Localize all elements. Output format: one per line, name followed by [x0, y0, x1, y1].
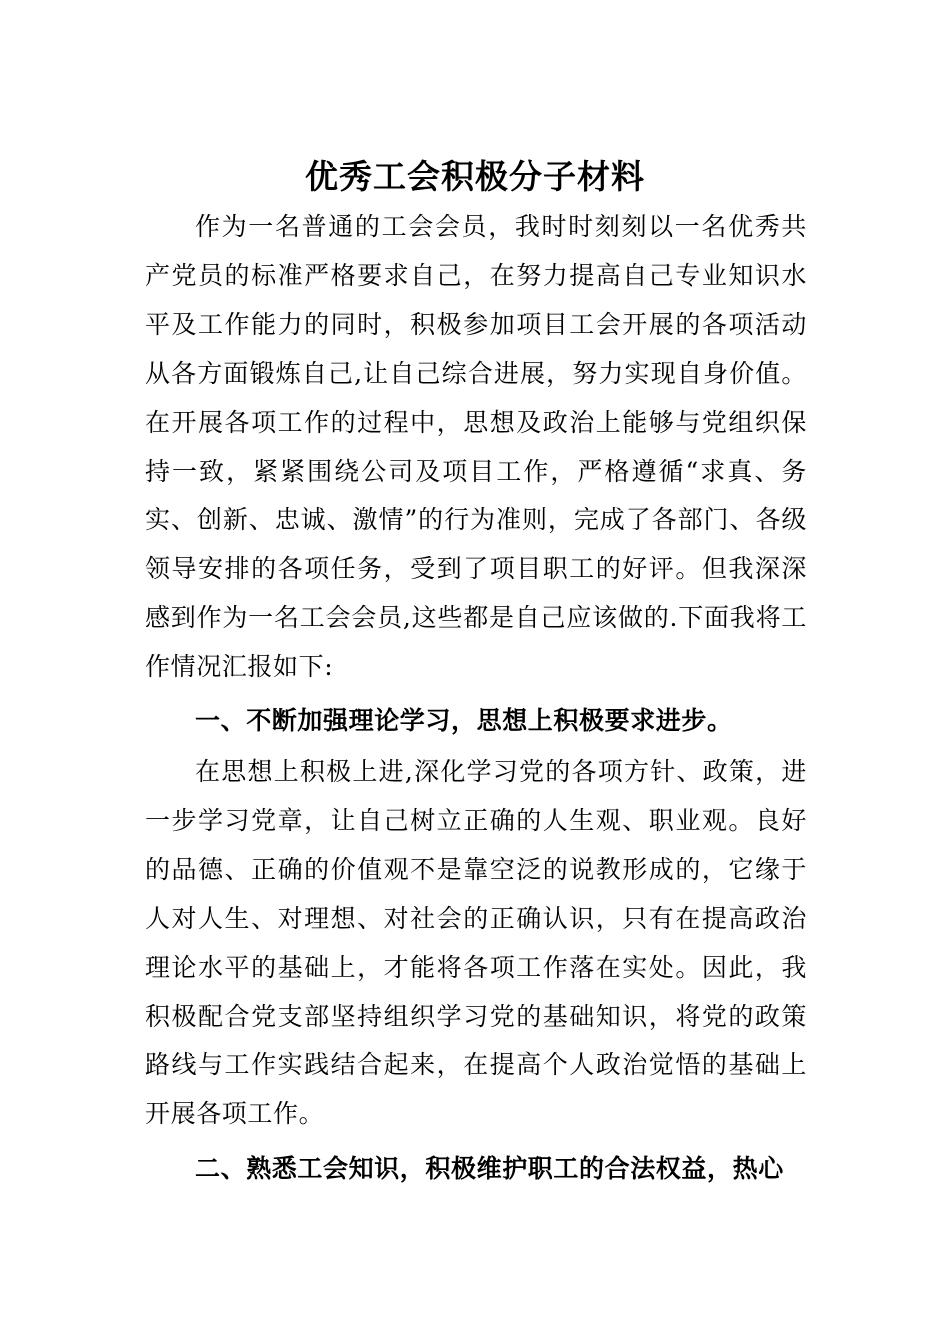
section-heading-1: 一、不断加强理论学习，思想上积极要求进步。 [195, 706, 733, 735]
paragraph-section-1: 在思想上积极上进,深化学习党的各项方针、政策，进一步学习党章，让自己树立正确的人生观、职业观。良好的品德、正确的价值观不是靠空泛的说教形成的，它缘于人对人生、对理想、对社会的正确认识，只有在提高政治理论水平的基础上，才能将各项工作落在实处。因此，我积极配合党支部坚持组织学习党的基础知识，将党的政策路线与工作实践结合起来，在提高个人政治觉悟的基础上开展各项工作。 [145, 757, 807, 1129]
paragraph-intro: 作为一名普通的工会会员，我时时刻刻以一名优秀共产党员的标准严格要求自己，在努力提高自己专业知识水平及工作能力的同时，积极参加项目工会开展的各项活动从各方面锻炼自己,让自己综合进展，努力实现自身价值。在开展各项工作的过程中，思想及政治上能够与党组织保持一致，紧紧围绕公司及项目工作，严格遵循“求真、务实、创新、忠诚、激情”的行为准则，完成了各部门、各级领导安排的各项任务，受到了项目职工的好评。但我深深感到作为一名工会会员,这些都是自己应该做的.下面我将工作情况汇报如下: [145, 212, 807, 682]
section-heading-2: 二、熟悉工会知识，积极维护职工的合法权益，热心 [195, 1154, 784, 1183]
document-title: 优秀工会积极分子材料 [305, 157, 645, 196]
